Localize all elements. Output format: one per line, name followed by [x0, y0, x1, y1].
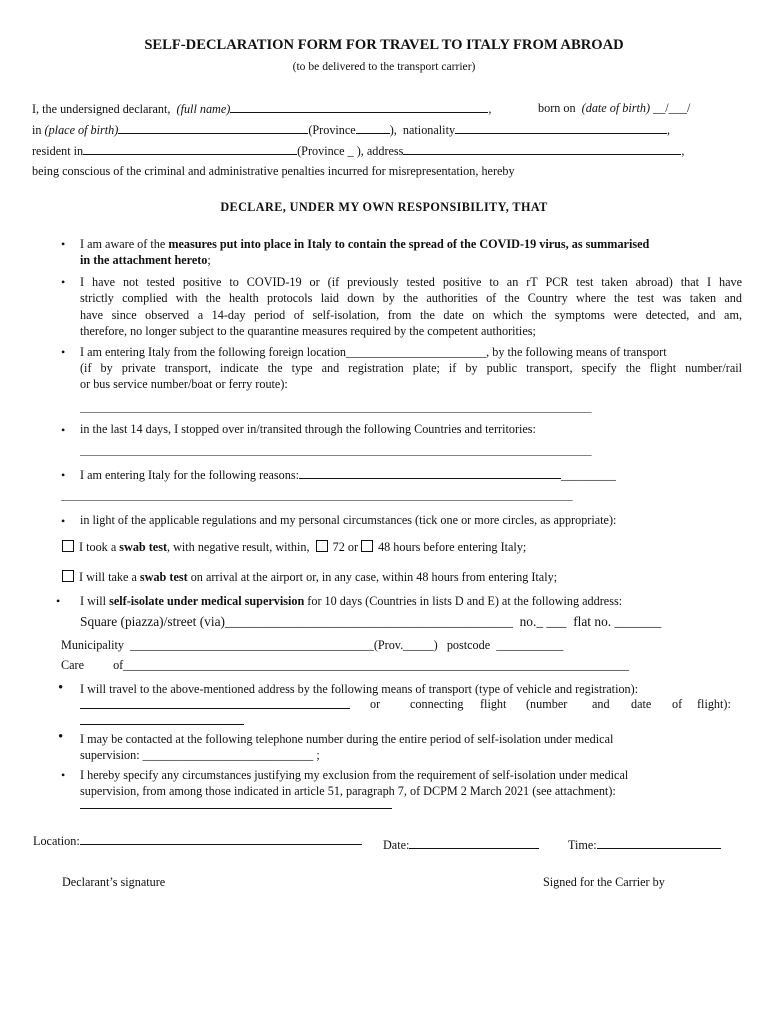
form-title: SELF-DECLARATION FORM FOR TRAVEL TO ITALY FROM ABROAD — [144, 37, 624, 53]
postcode-field[interactable]: ___________ — [496, 638, 564, 652]
48-hours-checkbox[interactable] — [361, 540, 373, 552]
municipality-field[interactable]: ________________________________________ — [130, 638, 374, 652]
prov-field[interactable]: (Prov._____) — [373, 638, 438, 652]
bullet: • — [61, 514, 66, 528]
travel-line-1: I will travel to the above-mentioned address by the following means of transport (type of vehicle and registration): — [80, 682, 639, 696]
full-name-field[interactable] — [230, 101, 488, 113]
exclusion-line-2: supervision, from among those indicated in article 51, paragraph 7, of DCPM 2 March 2021 (see attachment): — [80, 784, 616, 798]
location-field[interactable] — [80, 833, 362, 845]
tested-paragraph: I have not tested positive to COVID-19 or (if previously tested positive to an rT PCR test taken abroad) that I have strictly complied with the health protocols laid down by the authorities of the Country where the test was taken and have since observed a 14-day period of self-isolation, from the date on which the symptoms were detected, and am, therefore, no longer subject to the quarantine measures required by the competent authorities; — [80, 275, 742, 338]
residence-field[interactable] — [83, 143, 297, 155]
swab-taken-checkbox[interactable] — [62, 540, 74, 552]
bullet: • — [56, 594, 61, 608]
72-hours-checkbox[interactable] — [316, 540, 328, 552]
contact-line-1: I may be contacted at the following telephone number during the entire period of self-isolation under medical — [80, 732, 614, 746]
place-of-birth-field[interactable] — [118, 122, 308, 134]
declare-heading: DECLARE, UNDER MY OWN RESPONSIBILITY, THAT — [220, 200, 548, 214]
nationality-field[interactable] — [455, 122, 667, 134]
care-of-line: Care of___________________________________________________________________________________ — [61, 658, 629, 672]
location-group: Location: — [33, 833, 362, 848]
exclusion-line-1: I hereby specify any circumstances justifying my exclusion from the requirement of self-isolation under medical — [80, 768, 629, 782]
bullet: • — [61, 237, 66, 251]
bullet: • — [61, 345, 66, 359]
declarant-line-4: being conscious of the criminal and administrative penalties incurred for misrepresentation, hereby — [32, 164, 515, 178]
swab-arrival-line: I will take a swab test on arrival at the airport or, in any case, within 48 hours from entering Italy; — [62, 570, 557, 584]
street-number-field[interactable]: _ ___ — [536, 614, 567, 629]
dob-label: (date of birth) — [581, 101, 651, 115]
transit-countries-field[interactable]: _____________________________________________________________________________________________ — [80, 445, 592, 457]
full-name-label: (full name) — [176, 102, 231, 116]
form-subtitle: (to be delivered to the transport carrier) — [292, 60, 476, 73]
bullet: • — [61, 275, 66, 289]
bullet: • — [61, 468, 66, 482]
time-field[interactable] — [597, 837, 721, 849]
reasons-field-2[interactable]: _____________________________________________________________________________________________ — [61, 490, 573, 502]
travel-line-3 — [80, 713, 244, 728]
date-group: Date: — [383, 837, 539, 852]
transport-field[interactable]: _____________________________________________________________________________________________ — [80, 402, 592, 414]
connecting-flight-field[interactable] — [80, 713, 244, 725]
bullet: • — [58, 680, 64, 696]
reasons-line: I am entering Italy for the following reasons: _________ — [80, 468, 616, 482]
place-of-birth-label: (place of birth) — [44, 123, 119, 137]
declarant-line-2: in (place of birth) (Province ), nationality , — [32, 123, 671, 137]
swab-arrival-checkbox[interactable] — [62, 570, 74, 582]
province-field[interactable] — [356, 122, 390, 134]
flat-number-field[interactable]: _______ — [614, 614, 662, 629]
care-of-field[interactable]: ___________________________________________________________________________________ — [123, 658, 629, 672]
exclusion-line-3 — [80, 797, 392, 812]
exclusion-field[interactable] — [80, 797, 392, 809]
time-group: Time: — [568, 837, 721, 852]
carrier-signature-label: Signed for the Carrier by — [543, 875, 665, 889]
last14-line: in the last 14 days, I stopped over in/transited through the following Countries and territories: — [80, 422, 536, 436]
isolate-line: I will self-isolate under medical supervision for 10 days (Countries in lists D and E) at the following address: — [80, 594, 623, 608]
declarant-line-3: resident in (Province _ ), address , — [32, 144, 685, 158]
applicable-line: in light of the applicable regulations and my personal circumstances (tick one or more circles, as appropriate): — [80, 513, 617, 527]
street-field[interactable]: ___________________________________________ — [224, 614, 513, 629]
bullet: • — [58, 729, 64, 745]
declarant-line-1: I, the undersigned declarant, (full name) , — [32, 102, 492, 116]
street-line: Square (piazza)/street (via)___________________________________________ no._ ___ flat no. _______ — [80, 614, 662, 629]
vehicle-field[interactable] — [80, 697, 350, 709]
swab-taken-line: I took a swab test, with negative result, within, 72 or 48 hours before entering Italy; — [62, 540, 526, 554]
municipality-line: Municipality ________________________________________(Prov._____) postcode ___________ — [61, 638, 564, 652]
contact-line-2: supervision: ____________________________ ; — [80, 748, 320, 762]
declarant-signature-label: Declarant’s signature — [62, 875, 166, 889]
date-field[interactable] — [409, 837, 539, 849]
bullet: • — [61, 423, 66, 437]
dob-group: born on (date of birth) __/___/ — [538, 101, 691, 115]
entering-line-1: I am entering Italy from the following foreign location_______________________, by the following means of transport — [80, 345, 667, 359]
bullet: • — [61, 768, 66, 782]
reasons-field[interactable] — [299, 467, 561, 479]
entering-paragraph: (if by private transport, indicate the type and registration plate; if by public transport, specify the flight number/rail or bus service number/boat or ferry route): — [80, 361, 742, 392]
foreign-location-field[interactable]: _______________________ — [346, 345, 487, 359]
telephone-field[interactable]: ____________________________ — [142, 748, 314, 762]
aware-line-1: I am aware of the measures put into place in Italy to contain the spread of the COVID-19 virus, as summarised — [80, 237, 650, 251]
address-field[interactable] — [403, 143, 681, 155]
dob-field[interactable]: __/___/ — [653, 101, 691, 115]
travel-line-2: or connecting flight (number and date of flight): — [80, 697, 740, 712]
aware-line-2: in the attachment hereto; — [80, 253, 211, 267]
